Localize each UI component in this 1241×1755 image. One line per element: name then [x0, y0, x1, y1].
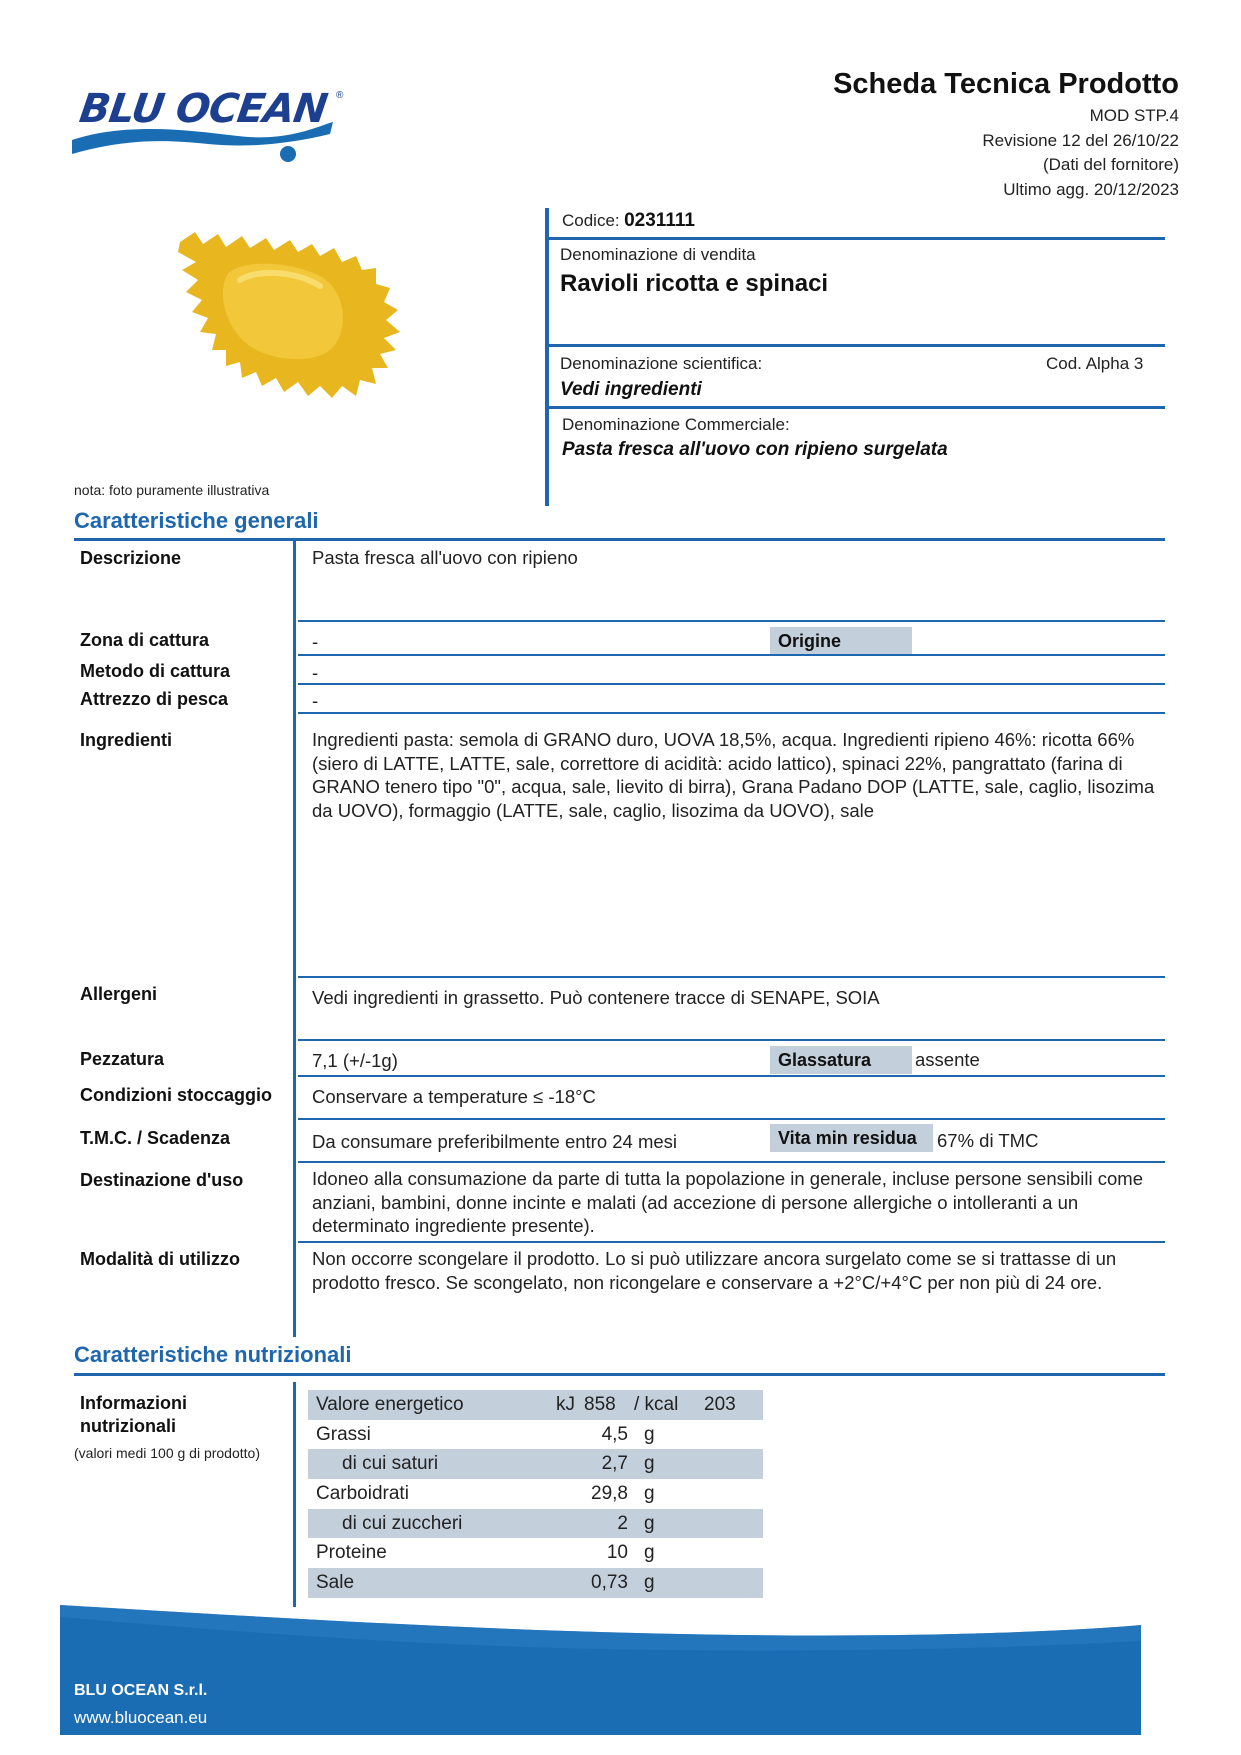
footer-wave — [0, 1605, 1241, 1755]
nutrient-value: 0,73 — [591, 1572, 628, 1594]
nutrition-column-divider — [293, 1382, 296, 1607]
metodo-cattura-label: Metodo di cattura — [80, 661, 231, 681]
nutrient-label: di cui zuccheri — [342, 1512, 463, 1534]
metodo-cattura-value: - — [312, 662, 319, 683]
nutrition-row — [308, 1420, 763, 1450]
vita-min-residua-label: Vita min residua — [770, 1124, 933, 1152]
nutrition-row — [308, 1509, 763, 1539]
energy-label: Valore energetico — [316, 1394, 464, 1415]
general-section-title: Caratteristiche generali — [74, 508, 319, 533]
descrizione-label: Descrizione — [80, 548, 182, 568]
divider — [545, 237, 1165, 240]
nutrient-value: 29,8 — [591, 1483, 628, 1505]
logo-wave-icon — [68, 78, 358, 178]
pezzatura-label: Pezzatura — [80, 1049, 165, 1069]
divider — [545, 406, 1165, 409]
energy-kj-unit: kJ — [556, 1394, 575, 1415]
product-code — [562, 210, 695, 232]
glassatura-label: Glassatura — [770, 1046, 912, 1074]
footer-company: BLU OCEAN S.r.l. — [74, 1682, 208, 1699]
nutrient-label: Grassi — [316, 1423, 371, 1445]
attrezzo-pesca-value: - — [312, 690, 319, 711]
nutrient-unit: g — [644, 1512, 655, 1534]
scientific-name-label: Denominazione scientifica: — [560, 354, 763, 373]
energy-kj-value: 858 — [584, 1394, 616, 1415]
id-block-divider — [545, 208, 549, 506]
ingredienti-value: Ingredienti pasta: semola di GRANO duro, UOVA 18,5%, acqua. Ingredienti ripieno 46%: ricotta 66% (siero di LATTE, LATTE, sale, correttore di acidità: acido lattico), spinaci 22%, pangrattato (farina di GRANO tenero tipo "0", acqua, sale, lievito di birra), Grana Padano DOP (LATTE, sale, caglio, lisozima da UOVO), formaggio (LATTE, sale, caglio, lisozima da UOVO), sale — [312, 729, 1155, 821]
row-divider — [298, 654, 1165, 656]
ingredienti-label: Ingredienti — [80, 730, 173, 750]
row-divider — [298, 1039, 1165, 1041]
photo-note: nota: foto puramente illustrativa — [74, 482, 270, 498]
stoccaggio-value: Conservare a temperature ≤ -18°C — [312, 1086, 596, 1107]
nutrition-row — [308, 1568, 763, 1598]
tmc-label: T.M.C. / Scadenza — [80, 1128, 231, 1148]
section-divider — [74, 538, 1165, 541]
commercial-name-label: Denominazione Commerciale: — [562, 415, 790, 434]
row-divider — [298, 1075, 1165, 1077]
nutrient-unit: g — [644, 1453, 655, 1475]
code-label: Codice: — [562, 211, 620, 230]
company-logo — [68, 78, 358, 178]
destinazione-value: Idoneo alla consumazione da parte di tutta la popolazione in generale, incluse persone sensibili come anziani, bambini, donne incinte e malati (ad accezione di persone allergiche o intolleranti a un determinato ingrediente presente). — [312, 1168, 1143, 1236]
row-divider — [298, 620, 1165, 622]
last-update: Ultimo agg. 20/12/2023 — [1003, 180, 1179, 199]
nutrition-row — [308, 1538, 763, 1568]
form-code: MOD STP.4 — [1089, 106, 1179, 125]
glassatura-value: assente — [915, 1049, 980, 1070]
row-divider — [298, 1118, 1165, 1120]
nutrient-value: 2 — [617, 1512, 628, 1534]
nutrient-unit: g — [644, 1542, 655, 1564]
divider — [545, 344, 1165, 347]
document-title: Scheda Tecnica Prodotto — [833, 68, 1179, 100]
destinazione-label: Destinazione d'uso — [80, 1170, 244, 1190]
origine-label: Origine — [770, 627, 912, 655]
sales-name-label: Denominazione di vendita — [560, 245, 756, 264]
product-image — [170, 222, 410, 402]
attrezzo-pesca-label: Attrezzo di pesca — [80, 689, 229, 709]
nutrient-label: Proteine — [316, 1542, 387, 1564]
modalita-value: Non occorre scongelare il prodotto. Lo si può utilizzare ancora surgelato come se si trattasse di un prodotto fresco. Se scongelato, non ricongelare e conservare a +2°C/+4°C per non più di 24 ore. — [312, 1248, 1117, 1293]
descrizione-value: Pasta fresca all'uovo con ripieno — [312, 547, 578, 568]
footer-website-link[interactable]: www.bluocean.eu — [74, 1708, 208, 1727]
allergeni-label: Allergeni — [80, 984, 158, 1004]
nutrition-section-title: Caratteristiche nutrizionali — [74, 1342, 352, 1367]
general-column-divider — [293, 541, 296, 1337]
row-divider — [298, 1161, 1165, 1163]
nutrient-unit: g — [644, 1483, 655, 1505]
nutrition-row — [308, 1449, 763, 1479]
revision-info: Revisione 12 del 26/10/22 — [982, 131, 1179, 150]
nutrient-label: Carboidrati — [316, 1483, 409, 1505]
nutrient-unit: g — [644, 1423, 655, 1445]
row-divider — [298, 976, 1165, 978]
row-divider — [298, 683, 1165, 685]
nutrient-label: di cui saturi — [342, 1453, 439, 1475]
nutrient-value: 10 — [606, 1542, 628, 1564]
vita-min-residua-value: 67% di TMC — [937, 1130, 1039, 1151]
nutrient-unit: g — [644, 1572, 655, 1594]
zona-cattura-value: - — [312, 631, 319, 652]
modalita-label: Modalità di utilizzo — [80, 1249, 240, 1269]
nutrient-value: 2,7 — [601, 1453, 628, 1475]
nutrition-row — [308, 1479, 763, 1509]
data-source: (Dati del fornitore) — [1042, 155, 1179, 174]
scientific-name-value: Vedi ingredienti — [560, 379, 702, 400]
allergeni-value: Vedi ingredienti in grassetto. Può contenere tracce di SENAPE, SOIA — [312, 987, 880, 1008]
energy-kcal-value: 203 — [704, 1394, 736, 1415]
pezzatura-value: 7,1 (+/-1g) — [312, 1050, 398, 1071]
tmc-value: Da consumare preferibilmente entro 24 mesi — [312, 1131, 678, 1152]
nutrient-label: Sale — [316, 1572, 355, 1594]
row-divider — [298, 1241, 1165, 1243]
alpha3-label: Cod. Alpha 3 — [1046, 354, 1144, 373]
logo-text: BLU OCEAN — [76, 86, 330, 132]
commercial-name-value: Pasta fresca all'uovo con ripieno surgelata — [562, 439, 948, 460]
energy-kcal-unit: / kcal — [634, 1394, 679, 1415]
nutrition-row-energy — [308, 1390, 763, 1420]
sales-name-value: Ravioli ricotta e spinaci — [560, 270, 829, 297]
nutrition-info-sublabel: (valori medi 100 g di prodotto) — [74, 1445, 260, 1461]
section-divider — [74, 1373, 1165, 1376]
row-divider — [298, 712, 1165, 714]
nutrient-value: 4,5 — [601, 1423, 628, 1445]
nutrition-info-label: Informazioni nutrizionali — [80, 1393, 187, 1436]
stoccaggio-label: Condizioni stoccaggio — [80, 1085, 272, 1105]
nutrition-table — [308, 1390, 763, 1598]
code-value: 0231111 — [624, 210, 695, 231]
logo-registered-mark: ® — [336, 90, 344, 101]
zona-cattura-label: Zona di cattura — [80, 630, 210, 650]
